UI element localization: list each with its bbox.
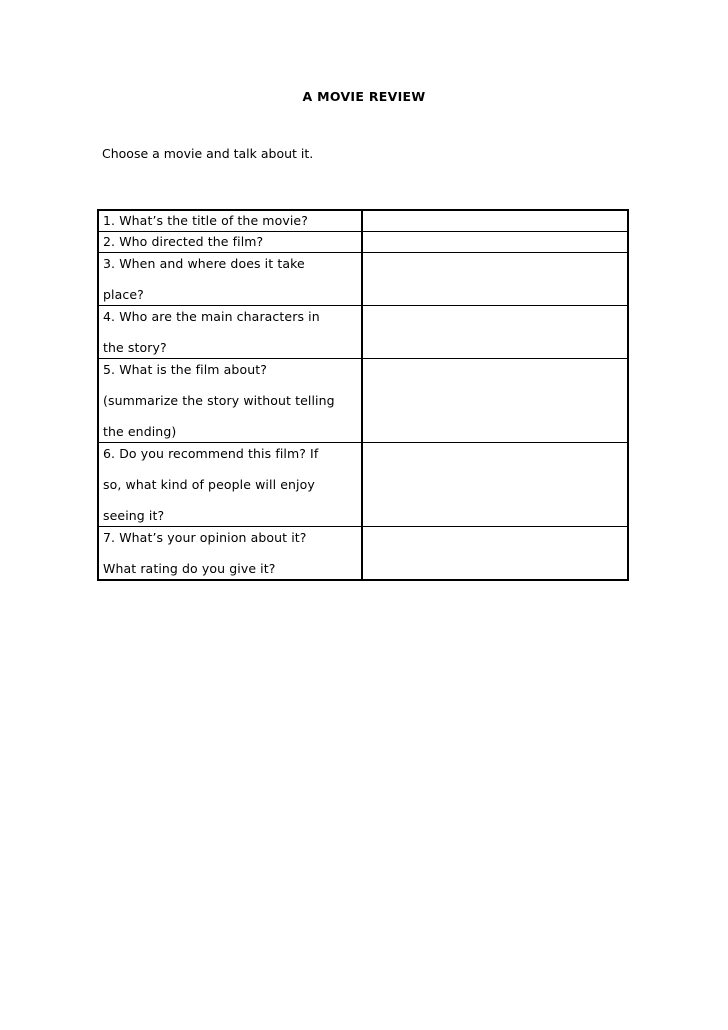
answer-cell[interactable] bbox=[362, 306, 628, 359]
question-cell bbox=[98, 443, 362, 527]
question-text: so, what kind of people will enjoy bbox=[103, 477, 315, 492]
instruction-text: Choose a movie and talk about it. bbox=[102, 146, 314, 161]
table-row bbox=[98, 443, 628, 527]
question-text: 7. What’s your opinion about it? bbox=[103, 530, 307, 545]
question-text: (summarize the story without telling bbox=[103, 393, 335, 408]
question-text: 6. Do you recommend this film? If bbox=[103, 446, 319, 461]
question-cell bbox=[98, 232, 362, 253]
worksheet-table bbox=[97, 209, 629, 581]
question-text: 5. What is the film about? bbox=[103, 362, 267, 377]
table-row bbox=[98, 253, 628, 306]
answer-cell[interactable] bbox=[362, 210, 628, 232]
question-text: place? bbox=[103, 287, 144, 302]
table-row bbox=[98, 232, 628, 253]
answer-cell[interactable] bbox=[362, 527, 628, 581]
table-row bbox=[98, 527, 628, 581]
question-text: the ending) bbox=[103, 424, 177, 439]
table-row bbox=[98, 210, 628, 232]
question-cell bbox=[98, 306, 362, 359]
question-text: the story? bbox=[103, 340, 167, 355]
question-text: 4. Who are the main characters in bbox=[103, 309, 320, 324]
answer-cell[interactable] bbox=[362, 232, 628, 253]
answer-cell[interactable] bbox=[362, 359, 628, 443]
question-text: 2. Who directed the film? bbox=[103, 234, 264, 249]
question-cell bbox=[98, 253, 362, 306]
question-text: 1. What’s the title of the movie? bbox=[103, 213, 308, 228]
answer-cell[interactable] bbox=[362, 253, 628, 306]
table-row bbox=[98, 359, 628, 443]
question-cell bbox=[98, 359, 362, 443]
question-cell bbox=[98, 527, 362, 581]
question-text: seeing it? bbox=[103, 508, 165, 523]
question-text: 3. When and where does it take bbox=[103, 256, 305, 271]
page-title: A MOVIE REVIEW bbox=[302, 89, 426, 104]
table-row bbox=[98, 306, 628, 359]
question-cell bbox=[98, 210, 362, 232]
answer-cell[interactable] bbox=[362, 443, 628, 527]
question-text: What rating do you give it? bbox=[103, 561, 276, 576]
